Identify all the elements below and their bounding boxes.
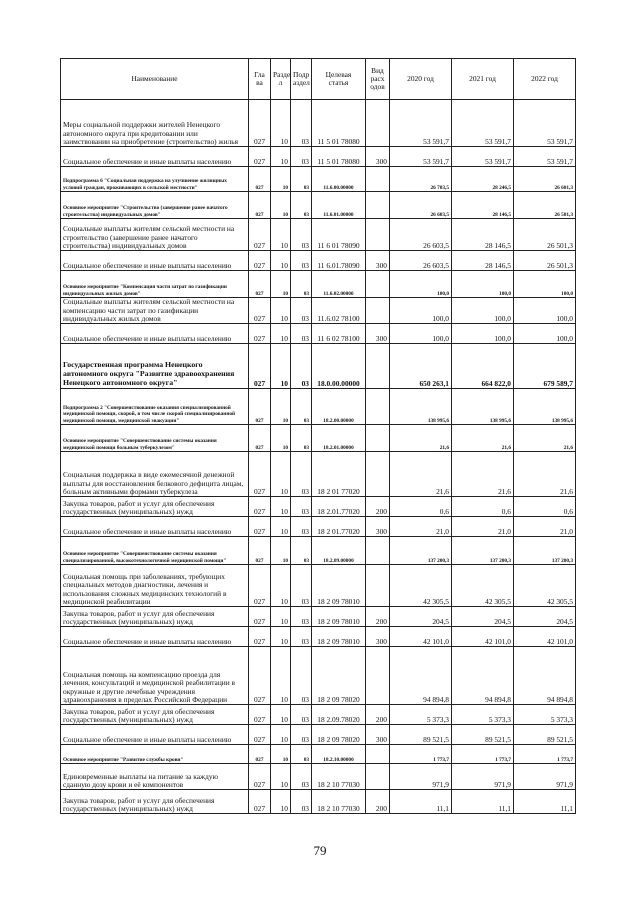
article-cell: 18 2 09 78020 <box>312 725 366 745</box>
podrazdel-cell: 03 <box>291 725 312 745</box>
name-cell: Закупка товаров, работ и услуг для обеспечения государственных (муниципальных) нужд <box>61 790 249 814</box>
glava-cell: 027 <box>249 764 271 790</box>
name-cell: Социальное обеспечение и иные выплаты населению <box>61 517 249 537</box>
value-2021-cell: 11,1 <box>452 790 514 814</box>
value-2020-cell: 26 603,5 <box>390 219 452 251</box>
name-cell: Подпрограмма 6 "Социальная поддержка на улучшение жилищных условий граждан, проживающих в сельской местности" <box>61 167 249 192</box>
glava-cell: 027 <box>249 219 271 251</box>
name-cell: Социальные выплаты жителям сельской местности на компенсацию части затрат по газификации индивидуальных жилых домов <box>61 298 249 324</box>
table-row <box>61 537 576 565</box>
glava-cell: 027 <box>249 389 271 425</box>
table-row <box>61 389 576 425</box>
razdel-cell: 10 <box>271 147 291 167</box>
razdel-cell: 10 <box>271 790 291 814</box>
article-cell: 18 2.01.77020 <box>312 497 366 517</box>
value-2020-cell: 138 995,6 <box>390 389 452 425</box>
value-2020-cell: 100,0 <box>390 271 452 298</box>
value-2021-cell: 1 773,7 <box>452 745 514 764</box>
value-2022-cell: 26 501,3 <box>514 251 576 271</box>
razdel-cell: 10 <box>271 565 291 607</box>
table-row <box>61 764 576 790</box>
podrazdel-cell: 03 <box>291 764 312 790</box>
vid-cell <box>366 192 390 219</box>
value-2020-cell: 26 603,5 <box>390 192 452 219</box>
vid-cell <box>366 271 390 298</box>
podrazdel-cell: 03 <box>291 627 312 647</box>
value-2021-cell: 204,5 <box>452 607 514 627</box>
podrazdel-cell: 03 <box>291 147 312 167</box>
podrazdel-cell: 03 <box>291 497 312 517</box>
table-row <box>61 497 576 517</box>
value-2020-cell: 100,0 <box>390 324 452 344</box>
razdel-cell: 10 <box>271 425 291 452</box>
value-2020-cell: 53 591,7 <box>390 147 452 167</box>
header-2021: 2021 год <box>452 59 514 100</box>
value-2020-cell: 53 591,7 <box>390 100 452 147</box>
table-row <box>61 725 576 745</box>
value-2022-cell: 971,9 <box>514 764 576 790</box>
value-2021-cell: 28 146,5 <box>452 192 514 219</box>
value-2022-cell: 138 995,6 <box>514 389 576 425</box>
razdel-cell: 10 <box>271 389 291 425</box>
value-2022-cell: 100,0 <box>514 298 576 324</box>
value-2020-cell: 21,6 <box>390 425 452 452</box>
table-row <box>61 167 576 192</box>
article-cell: 18 2 10 77030 <box>312 764 366 790</box>
value-2021-cell: 21,6 <box>452 452 514 497</box>
article-cell: 11.6.01.00000 <box>312 192 366 219</box>
value-2022-cell: 21,6 <box>514 425 576 452</box>
podrazdel-cell: 03 <box>291 565 312 607</box>
vid-cell: 300 <box>366 517 390 537</box>
glava-cell: 027 <box>249 425 271 452</box>
glava-cell: 027 <box>249 565 271 607</box>
vid-cell <box>366 565 390 607</box>
glava-cell: 027 <box>249 324 271 344</box>
razdel-cell: 10 <box>271 251 291 271</box>
value-2022-cell: 100,0 <box>514 271 576 298</box>
glava-cell: 027 <box>249 271 271 298</box>
table-row <box>61 627 576 647</box>
article-cell: 11 6.01.78090 <box>312 251 366 271</box>
value-2021-cell: 971,9 <box>452 764 514 790</box>
table-row <box>61 271 576 298</box>
razdel-cell: 10 <box>271 627 291 647</box>
article-cell: 18 2.09.78020 <box>312 705 366 725</box>
razdel-cell: 10 <box>271 725 291 745</box>
vid-cell <box>366 298 390 324</box>
value-2022-cell: 204,5 <box>514 607 576 627</box>
value-2021-cell: 100,0 <box>452 298 514 324</box>
vid-cell: 200 <box>366 497 390 517</box>
value-2021-cell: 21,6 <box>452 425 514 452</box>
razdel-cell: 10 <box>271 192 291 219</box>
value-2021-cell: 42 101,0 <box>452 627 514 647</box>
header-razdel: Разде л <box>271 59 291 100</box>
vid-cell: 200 <box>366 705 390 725</box>
article-cell: 18 2 09 78020 <box>312 647 366 705</box>
value-2022-cell: 26 601,3 <box>514 167 576 192</box>
article-cell: 18.2.10.00000 <box>312 745 366 764</box>
value-2021-cell: 138 995,6 <box>452 389 514 425</box>
podrazdel-cell: 03 <box>291 298 312 324</box>
glava-cell: 027 <box>249 537 271 565</box>
name-cell: Закупка товаров, работ и услуг для обеспечения государственных (муниципальных) нужд <box>61 705 249 725</box>
podrazdel-cell: 03 <box>291 389 312 425</box>
name-cell: Социальное обеспечение и иные выплаты населению <box>61 251 249 271</box>
glava-cell: 027 <box>249 147 271 167</box>
glava-cell: 027 <box>249 647 271 705</box>
name-cell: Закупка товаров, работ и услуг для обеспечения государственных (муниципальных) нужд <box>61 607 249 627</box>
value-2020-cell: 0,6 <box>390 497 452 517</box>
name-cell: Закупка товаров, работ и услуг для обеспечения государственных (муниципальных) нужд <box>61 497 249 517</box>
podrazdel-cell: 03 <box>291 344 312 389</box>
vid-cell: 300 <box>366 627 390 647</box>
vid-cell: 200 <box>366 607 390 627</box>
podrazdel-cell: 03 <box>291 219 312 251</box>
name-cell: Социальное обеспечение и иные выплаты населению <box>61 627 249 647</box>
razdel-cell: 10 <box>271 344 291 389</box>
name-cell: Меры социальной поддержки жителей Ненецкого автономного округа при кредитовании или заимствовании на приобретение (строительство) жилья <box>61 100 249 147</box>
table-row <box>61 705 576 725</box>
page-number: 79 <box>313 843 327 858</box>
value-2020-cell: 21,6 <box>390 452 452 497</box>
glava-cell: 027 <box>249 167 271 192</box>
table-row <box>61 147 576 167</box>
article-cell: 18.2.01.00000 <box>312 425 366 452</box>
value-2022-cell: 100,0 <box>514 324 576 344</box>
value-2021-cell: 100,0 <box>452 271 514 298</box>
name-cell: Социальное обеспечение и иные выплаты населению <box>61 324 249 344</box>
value-2020-cell: 5 373,3 <box>390 705 452 725</box>
value-2021-cell: 42 305,5 <box>452 565 514 607</box>
value-2021-cell: 137 200,3 <box>452 537 514 565</box>
header-2022: 2022 год <box>514 59 576 100</box>
article-cell: 18 2 01.77020 <box>312 517 366 537</box>
header-name: Наименование <box>61 59 249 100</box>
name-cell: Социальная помощь на компенсацию проезда для лечения, консультаций и медицинской реабилитации в окружные и другие лечебные учреждения здравоохранения в пределах Российской Федерации <box>61 647 249 705</box>
razdel-cell: 10 <box>271 497 291 517</box>
vid-cell: 300 <box>366 725 390 745</box>
podrazdel-cell: 03 <box>291 607 312 627</box>
value-2022-cell: 53 591,7 <box>514 147 576 167</box>
name-cell: Единовременные выплаты на питание за каждую сданную дозу крови и её компонентов <box>61 764 249 790</box>
value-2021-cell: 21,0 <box>452 517 514 537</box>
name-cell: Основное мероприятие "Совершенствование системы оказания медицинской помощи больным туберкулезом" <box>61 425 249 452</box>
glava-cell: 027 <box>249 298 271 324</box>
value-2021-cell: 28 146,5 <box>452 219 514 251</box>
vid-cell <box>366 745 390 764</box>
glava-cell: 027 <box>249 100 271 147</box>
article-cell: 18.2.09.00000 <box>312 537 366 565</box>
value-2022-cell: 26 501,3 <box>514 192 576 219</box>
vid-cell <box>366 452 390 497</box>
vid-cell: 200 <box>366 790 390 814</box>
value-2022-cell: 0,6 <box>514 497 576 517</box>
value-2021-cell: 28 146,5 <box>452 251 514 271</box>
podrazdel-cell: 03 <box>291 167 312 192</box>
name-cell: Подпрограмма 2 "Совершенствование оказания специализированной медицинской помощи, скорой, в том числе скорой специализированной медицинской помощи, медицинской эвакуации" <box>61 389 249 425</box>
value-2021-cell: 100,0 <box>452 324 514 344</box>
razdel-cell: 10 <box>271 298 291 324</box>
article-cell: 18 2 09 78010 <box>312 607 366 627</box>
razdel-cell: 10 <box>271 705 291 725</box>
razdel-cell: 10 <box>271 607 291 627</box>
razdel-cell: 10 <box>271 647 291 705</box>
table-row <box>61 219 576 251</box>
value-2020-cell: 137 200,3 <box>390 537 452 565</box>
name-cell: Социальное обеспечение и иные выплаты населению <box>61 725 249 745</box>
value-2022-cell: 11,1 <box>514 790 576 814</box>
value-2020-cell: 26 703,5 <box>390 167 452 192</box>
value-2020-cell: 1 773,7 <box>390 745 452 764</box>
name-cell: Основное мероприятие "Совершенствование системы оказания специализированной, высокотехнологичной медицинской помощи" <box>61 537 249 565</box>
table-row <box>61 192 576 219</box>
article-cell: 18 2 01 77020 <box>312 452 366 497</box>
name-cell: Государственная программа Ненецкого автономного округа "Развитие здравоохранения Ненецкого автономного округа" <box>61 344 249 389</box>
header-article: Целевая статья <box>312 59 366 100</box>
value-2021-cell: 664 822,0 <box>452 344 514 389</box>
podrazdel-cell: 03 <box>291 647 312 705</box>
value-2020-cell: 971,9 <box>390 764 452 790</box>
value-2020-cell: 650 263,1 <box>390 344 452 389</box>
value-2021-cell: 5 373,3 <box>452 705 514 725</box>
podrazdel-cell: 03 <box>291 251 312 271</box>
value-2022-cell: 679 589,7 <box>514 344 576 389</box>
header-row <box>61 59 576 100</box>
value-2022-cell: 1 773,7 <box>514 745 576 764</box>
vid-cell <box>366 389 390 425</box>
value-2020-cell: 26 603,5 <box>390 251 452 271</box>
table-row <box>61 790 576 814</box>
value-2020-cell: 89 521,5 <box>390 725 452 745</box>
article-cell: 11.6.02 78100 <box>312 298 366 324</box>
glava-cell: 027 <box>249 251 271 271</box>
razdel-cell: 10 <box>271 452 291 497</box>
razdel-cell: 10 <box>271 271 291 298</box>
name-cell: Основное мероприятие "Развитие службы крови" <box>61 745 249 764</box>
table-row <box>61 647 576 705</box>
article-cell: 18.0.00.00000 <box>312 344 366 389</box>
glava-cell: 027 <box>249 192 271 219</box>
razdel-cell: 10 <box>271 100 291 147</box>
podrazdel-cell: 03 <box>291 271 312 298</box>
vid-cell: 300 <box>366 251 390 271</box>
article-cell: 11.6.00.00000 <box>312 167 366 192</box>
article-cell: 11.6.02.00000 <box>312 271 366 298</box>
name-cell: Основное мероприятие "Компенсация части затрат по газификации индивидуальных жилых домов" <box>61 271 249 298</box>
name-cell: Социальное обеспечение и иные выплаты населению <box>61 147 249 167</box>
table-row <box>61 324 576 344</box>
table-row <box>61 425 576 452</box>
article-cell: 18 2 10 77030 <box>312 790 366 814</box>
glava-cell: 027 <box>249 705 271 725</box>
glava-cell: 027 <box>249 452 271 497</box>
article-cell: 11 6 01 78090 <box>312 219 366 251</box>
value-2022-cell: 94 894,8 <box>514 647 576 705</box>
table-row <box>61 517 576 537</box>
value-2022-cell: 137 200,3 <box>514 537 576 565</box>
table-row <box>61 452 576 497</box>
razdel-cell: 10 <box>271 517 291 537</box>
value-2020-cell: 94 894,8 <box>390 647 452 705</box>
value-2021-cell: 53 591,7 <box>452 100 514 147</box>
value-2022-cell: 53 591,7 <box>514 100 576 147</box>
glava-cell: 027 <box>249 627 271 647</box>
razdel-cell: 10 <box>271 537 291 565</box>
value-2021-cell: 89 521,5 <box>452 725 514 745</box>
podrazdel-cell: 03 <box>291 705 312 725</box>
vid-cell: 300 <box>366 324 390 344</box>
table-body <box>61 100 576 814</box>
value-2021-cell: 0,6 <box>452 497 514 517</box>
glava-cell: 027 <box>249 725 271 745</box>
glava-cell: 027 <box>249 497 271 517</box>
razdel-cell: 10 <box>271 764 291 790</box>
table-row <box>61 100 576 147</box>
podrazdel-cell: 03 <box>291 745 312 764</box>
table-row <box>61 607 576 627</box>
glava-cell: 027 <box>249 745 271 764</box>
podrazdel-cell: 03 <box>291 425 312 452</box>
glava-cell: 027 <box>249 344 271 389</box>
header-podrazdel: Подр аздел <box>291 59 312 100</box>
table-row <box>61 745 576 764</box>
value-2021-cell: 28 246,5 <box>452 167 514 192</box>
razdel-cell: 10 <box>271 324 291 344</box>
glava-cell: 027 <box>249 517 271 537</box>
article-cell: 18 2 09 78010 <box>312 565 366 607</box>
podrazdel-cell: 03 <box>291 517 312 537</box>
name-cell: Основное мероприятие "Строительство (завершение ранее начатого строительства) индивидуальных домов" <box>61 192 249 219</box>
article-cell: 11 5 01 78080 <box>312 147 366 167</box>
value-2022-cell: 21,0 <box>514 517 576 537</box>
article-cell: 18 2 09 78010 <box>312 627 366 647</box>
value-2022-cell: 5 373,3 <box>514 705 576 725</box>
value-2021-cell: 94 894,8 <box>452 647 514 705</box>
budget-table <box>60 58 576 814</box>
podrazdel-cell: 03 <box>291 100 312 147</box>
name-cell: Социальная поддержка в виде ежемесячной денежной выплаты для восстановления белкового дефицита лицам, больным активными формами туберкулеза <box>61 452 249 497</box>
vid-cell: 300 <box>366 147 390 167</box>
article-cell: 18.2.00.00000 <box>312 389 366 425</box>
podrazdel-cell: 03 <box>291 324 312 344</box>
vid-cell <box>366 537 390 565</box>
vid-cell <box>366 425 390 452</box>
value-2022-cell: 26 501,3 <box>514 219 576 251</box>
header-2020: 2020 год <box>390 59 452 100</box>
value-2022-cell: 89 521,5 <box>514 725 576 745</box>
vid-cell <box>366 344 390 389</box>
value-2020-cell: 42 305,5 <box>390 565 452 607</box>
value-2021-cell: 53 591,7 <box>452 147 514 167</box>
vid-cell <box>366 219 390 251</box>
glava-cell: 027 <box>249 790 271 814</box>
value-2020-cell: 11,1 <box>390 790 452 814</box>
article-cell: 11 6 02 78100 <box>312 324 366 344</box>
podrazdel-cell: 03 <box>291 537 312 565</box>
value-2020-cell: 42 101,0 <box>390 627 452 647</box>
razdel-cell: 10 <box>271 745 291 764</box>
vid-cell <box>366 647 390 705</box>
article-cell: 11 5 01 78080 <box>312 100 366 147</box>
header-glava: Гла ва <box>249 59 271 100</box>
table-row <box>61 251 576 271</box>
vid-cell <box>366 100 390 147</box>
razdel-cell: 10 <box>271 219 291 251</box>
razdel-cell: 10 <box>271 167 291 192</box>
table-row <box>61 298 576 324</box>
header-vid: Вид расх одов <box>366 59 390 100</box>
table-row <box>61 565 576 607</box>
value-2022-cell: 42 101,0 <box>514 627 576 647</box>
value-2020-cell: 204,5 <box>390 607 452 627</box>
vid-cell <box>366 764 390 790</box>
table-row <box>61 344 576 389</box>
value-2022-cell: 42 305,5 <box>514 565 576 607</box>
value-2022-cell: 21,6 <box>514 452 576 497</box>
value-2020-cell: 100,0 <box>390 298 452 324</box>
podrazdel-cell: 03 <box>291 790 312 814</box>
podrazdel-cell: 03 <box>291 192 312 219</box>
podrazdel-cell: 03 <box>291 452 312 497</box>
value-2020-cell: 21,0 <box>390 517 452 537</box>
glava-cell: 027 <box>249 607 271 627</box>
name-cell: Социальные выплаты жителям сельской местности на строительство (завершение ранее начатого строительства) индивидуальных домов <box>61 219 249 251</box>
name-cell: Социальная помощь при заболеваниях, требующих специальных методов диагностики, лечения и использования сложных медицинских технологий в медицинской реабилитации <box>61 565 249 607</box>
vid-cell <box>366 167 390 192</box>
